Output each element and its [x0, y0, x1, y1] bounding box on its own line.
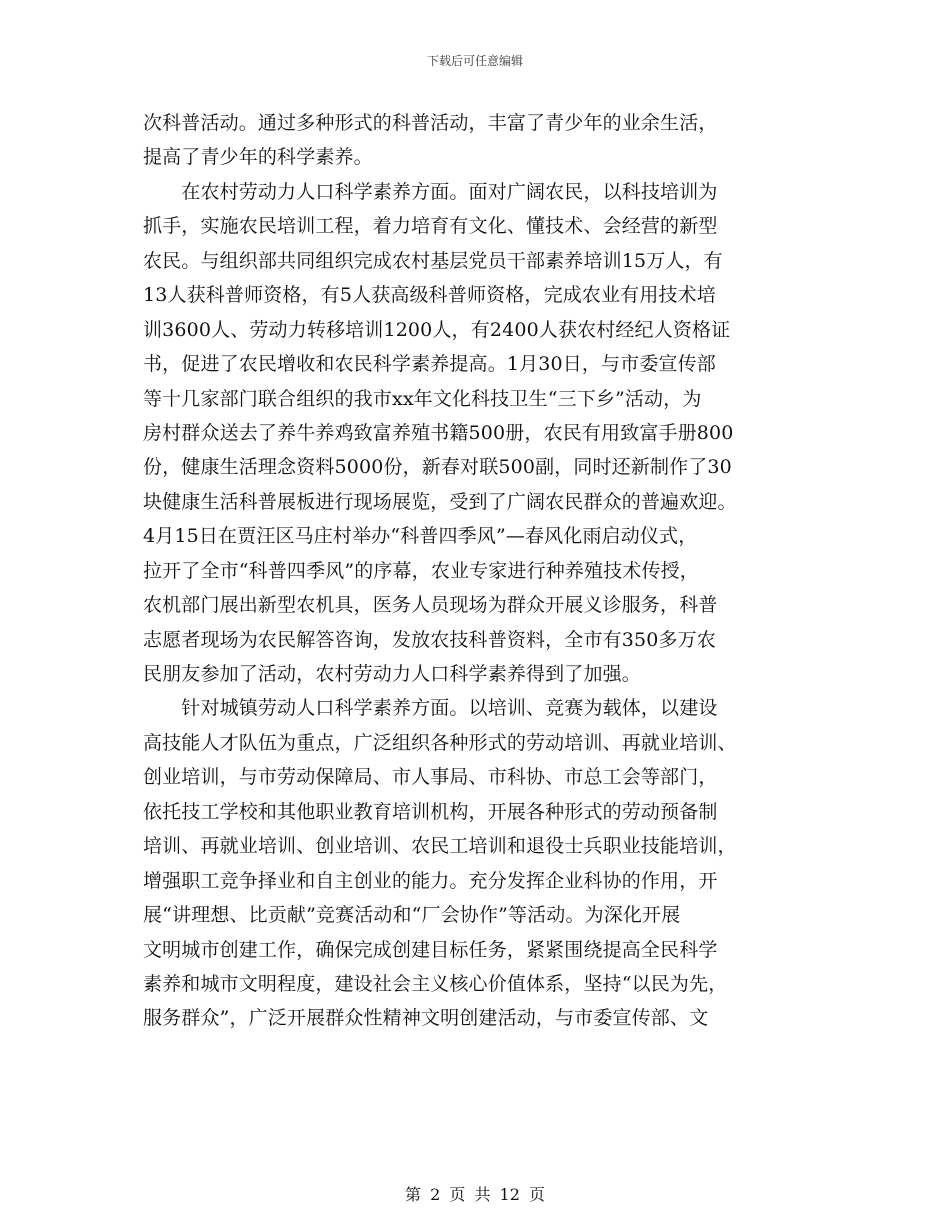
text-line: 房村群众送去了养牛养鸡致富养殖书籍500册，农民有用致富手册800: [143, 421, 734, 444]
text-line: 份，健康生活理念资料5000份，新春对联500副，同时还新制作了30: [143, 456, 732, 479]
text-line: 抓手，实施农民培训工程，着力培育有文化、懂技术、会经营的新型: [143, 215, 718, 238]
text-line: 13人获科普师资格，有5人获高级科普师资格，完成农业有用技术培: [143, 284, 716, 307]
text-line: 4月15日在贾汪区马庄村举办“科普四季风”—春风化雨启动仪式，: [143, 525, 698, 548]
page-number-footer: 第 2 页 共 12 页: [405, 1185, 545, 1204]
text-line: 训3600人、劳动力转移培训1200人，有2400人获农村经纪人资格证: [143, 318, 731, 341]
text-line: 文明城市创建工作，确保完成创建目标任务，紧紧围绕提高全民科学: [143, 938, 718, 961]
text-line: 提高了青少年的科学素养。: [143, 146, 373, 169]
text-line: 等十几家部门联合组织的我市xx年文化科技卫生“三下乡”活动，为: [143, 387, 702, 410]
text-line: 书，促进了农民增收和农民科学素养提高。1月30日，与市委宣传部: [143, 353, 716, 376]
text-line: 志愿者现场为农民解答咨询，发放农技科普资料，全市有350多万农: [143, 628, 716, 651]
text-line: 农机部门展出新型农机具，医务人员现场为群众开展义诊服务，科普: [143, 594, 718, 617]
text-line: 增强职工竞争择业和自主创业的能力。充分发挥企业科协的作用，开: [143, 869, 718, 892]
text-line: 在农村劳动力人口科学素养方面。面对广阔农民，以科技培训为: [143, 180, 718, 203]
page-header: 下载后可任意编辑: [426, 54, 523, 68]
text-line: 针对城镇劳动人口科学素养方面。以培训、竞赛为载体，以建设: [143, 697, 718, 720]
text-line: 依托技工学校和其他职业教育培训机构，开展各种形式的劳动预备制: [143, 800, 718, 823]
text-line: 创业培训，与市劳动保障局、市人事局、市科协、市总工会等部门，: [143, 766, 718, 789]
text-line: 素养和城市文明程度，建设社会主义核心价值体系，坚持“以民为先，: [143, 972, 728, 995]
text-line: 拉开了全市“科普四季风”的序幕，农业专家进行种养殖技术传授，: [143, 559, 699, 582]
text-line: 高技能人才队伍为重点，广泛组织各种形式的劳动培训、再就业培训、: [143, 731, 737, 754]
text-line: 次科普活动。通过多种形式的科普活动，丰富了青少年的业余生活，: [143, 112, 718, 134]
document-body: [143, 106, 808, 1036]
text-line: 服务群众”，广泛开展群众性精神文明创建活动，与市委宣传部、文: [143, 1007, 709, 1030]
text-line: 农民。与组织部共同组织完成农村基层党员干部素养培训15万人，有: [143, 249, 723, 272]
text-line: 展“讲理想、比贡献”竞赛活动和“厂会协作”等活动。为深化开展: [143, 904, 681, 927]
text-line: 培训、再就业培训、创业培训、农民工培训和退役士兵职业技能培训，: [143, 835, 737, 858]
text-line: 民朋友参加了活动，农村劳动力人口科学素养得到了加强。: [143, 663, 641, 685]
text-line: 块健康生活科普展板进行现场展览，受到了广阔农民群众的普遍欢迎。: [143, 490, 737, 513]
